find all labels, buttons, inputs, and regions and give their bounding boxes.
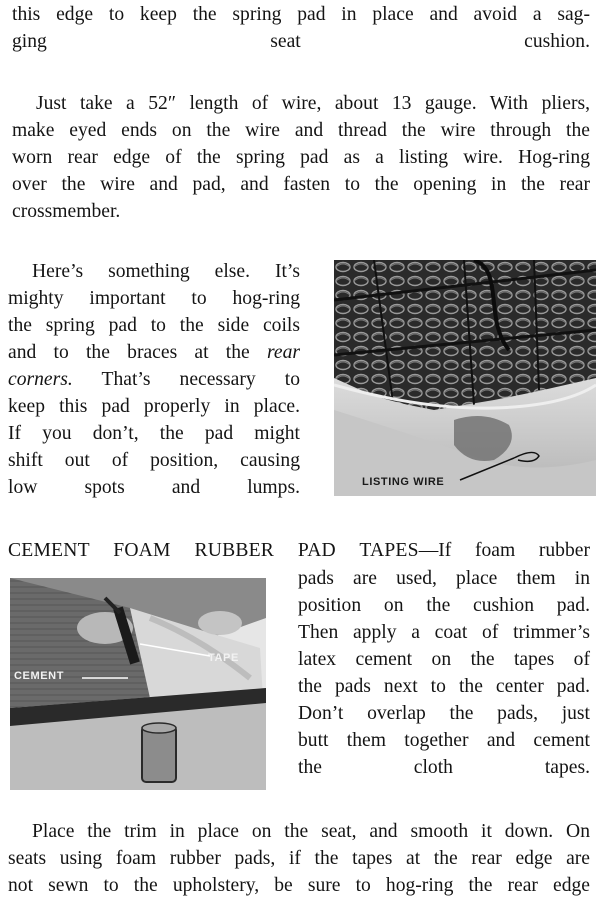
emphasis-rear: rear [266, 342, 300, 363]
text-line: position on the cushion pad. [298, 595, 590, 616]
text-line: latex cement on the tapes of [298, 649, 590, 670]
text-line: seats using foam rubber pads, if the tapes at the rear edge are [8, 848, 590, 869]
text-line: Place the trim in place on the seat, and smooth it down. On [32, 821, 590, 842]
text-line: Don’t overlap the pads, just [298, 703, 590, 724]
text-line: shift out of position, causing [8, 450, 300, 471]
text-line: Then apply a coat of trimmer’s [298, 622, 590, 643]
text-line: not sewn to the upholstery, be sure to hog-ring the rear edge [8, 875, 590, 896]
text-fragment: That’s necessary to [101, 369, 300, 390]
text-line: this edge to keep the spring pad in place and avoid a sag- [12, 4, 590, 25]
text-line: the pads next to the center pad. [298, 676, 590, 697]
photo-cement-tape [10, 578, 266, 790]
heading-dash: — [418, 540, 439, 561]
photo-spring-pad-illustration [334, 260, 596, 496]
text-line: If you don’t, the pad might [8, 423, 300, 444]
text-fragment: If foam rubber [438, 540, 590, 561]
text-line: Here’s something else. It’s [32, 261, 300, 282]
caption-cement: CEMENT [14, 670, 65, 682]
section-cement-foam-body [298, 565, 590, 781]
text-line: make eyed ends on the wire and thread the wire through the [12, 120, 590, 141]
section-cement-foam [8, 537, 590, 564]
text-fragment: and to the braces at the [8, 342, 250, 363]
text-line: crossmember. [12, 201, 121, 222]
text-line [8, 366, 300, 393]
paragraph-listing-wire [12, 90, 590, 225]
caption-listing-wire: LISTING WIRE [362, 476, 445, 488]
text-line: worn rear edge of the spring pad as a listing wire. Hog-ring [12, 147, 590, 168]
text-line: pads are used, place them in [298, 568, 590, 589]
text-line: mighty important to hog-ring [8, 288, 300, 309]
text-line: butt them together and cement [298, 730, 590, 751]
text-line [8, 339, 300, 366]
text-line: low spots and lumps. [8, 477, 300, 498]
caption-tape: TAPE [208, 652, 239, 664]
text-line: the cloth tapes. [298, 757, 590, 778]
paragraph-trim [8, 818, 590, 899]
photo-cement-illustration [10, 578, 266, 790]
section-heading: CEMENT FOAM RUBBER PAD TAPES [8, 540, 419, 561]
text-line: Just take a 52″ length of wire, about 13 gauge. With pliers, [36, 93, 590, 114]
text-line: keep this pad properly in place. [8, 396, 300, 417]
emphasis-corners: corners. [8, 369, 73, 390]
text-line: over the wire and pad, and fasten to the opening in the rear [12, 174, 590, 195]
paragraph-hog-ring [8, 258, 300, 501]
text-line [8, 537, 590, 564]
text-line: ging seat cushion. [12, 31, 590, 52]
photo-listing-wire [334, 260, 596, 496]
text-line: the spring pad to the side coils [8, 315, 300, 336]
paragraph-continuation [12, 1, 590, 55]
